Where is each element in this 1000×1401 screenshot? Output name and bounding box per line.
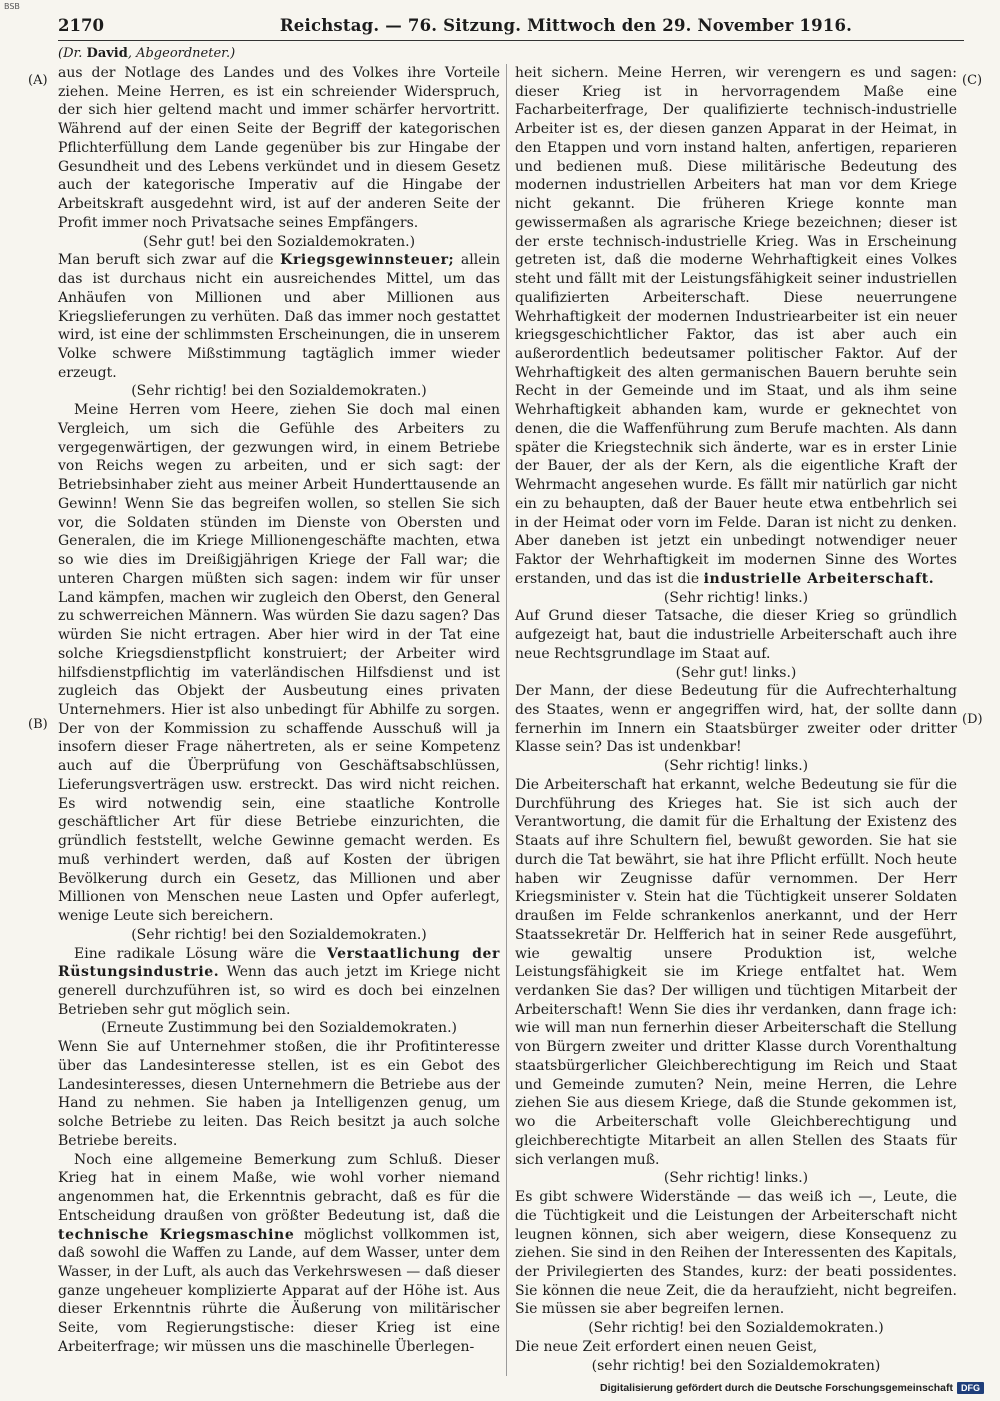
interjection: (sehr richtig! bei den Sozialdemokraten) xyxy=(591,1357,881,1374)
interjection: (Sehr richtig! bei den Sozialdemokraten.) xyxy=(131,926,427,943)
speech-paragraph: Meine Herren vom Heere, ziehen Sie doch mal einen Vergleich, um sich die Gefühle des Arbeiters zu vergegenwärtigen, der gezwungen wird, in einem Betriebe von Reichs wegen zu arbeiten, und er sich sagt: der Betriebsinhaber zieht aus meiner Arbeit Hunderttausende an Gewinn! Wenn Sie das begreifen wollen, so stellen Sie sich vor, die Soldaten stünden im Dienste von Obersten und Generalen, die im Kriege Millionengeschäfte machten, etwa so wie dies im Dreißigjährigen Kriege der Fall war; die unteren Chargen müßten sich sagen: indem wir für unser Land kämpfen, machen wir zugleich den Oberst, den General zu schwerreichen Männern. Was würden Sie dazu sagen? Das würden Sie nicht ertragen. Aber hier wird in der Tat eine solche Kriegsdienstpflicht konstruiert; der Arbeiter wird hilfsdienstpflichtig im vaterländischen Hilfsdienst und ist zugleich das Objekt der Ausbeutung eines privaten Unternehmers. Hier ist also unbedingt für Abhilfe zu sorgen. Der von der Kommission zu schaffende Ausschuß will ja insofern dieser Frage nähertreten, als er seine Kompetenz auch auf die Überprüfung von Geschäftsabschlüssen, Lieferungsverträgen usw. erstreckt. Das wird nicht reichen. Es wird notwendig sein, eine staatliche Kontrolle geschäftlicher Art für diese Betriebe einzurichten, die gründlich feststellt, welche Gewinne gemacht werden. Es muß verhindert werden, daß auf Kosten der übrigen Bevölkerung durch ein Gesetz, das Millionen und aber Millionen von Menschen neue Lasten und Opfer auferlegt, wenige Leute sich bereichern. xyxy=(58,402,500,925)
speech-paragraph: Eine radikale Lösung wäre die Verstaatlichung der Rüstungsindustrie. Wenn das auch jetzt im Kriege nicht generell durchzuführen ist, so wird es doch bei einzelnen Betrieben sehr gut möglich sein. xyxy=(58,945,500,1018)
margin-label-a: (A) xyxy=(28,73,48,88)
emphasized-term: technische Kriegsmaschine xyxy=(58,1226,295,1243)
speech-paragraph: Wenn Sie auf Unternehmer stoßen, die ihr Profitinteresse über das Landesinteresse stellen, ist es ein Gebot des Landesinteresses, diesen Unternehmern die Betriebe aus der Hand zu nehmen. Sie haben ja Intelligenzen genug, um solche Betriebe zu leiten. Das Reich besitzt ja auch solche Betriebe bereits. xyxy=(58,1039,500,1149)
margin-label-d: (D) xyxy=(962,712,983,727)
speech-paragraph: heit sichern. Meine Herren, wir verengern es und sagen: dieser Krieg ist in hervorragendem Maße eine Facharbeiterfrage, Der qualifizierte technisch-industrielle Arbeiter ist es, der diesen ganzen Apparat in der Heimat, in den Etappen und vorn instand halten, anfertigen, reparieren und bedienen muß. Diese militärische Bedeutung des modernen industriellen Arbeiters hat man vor dem Kriege nicht gekannt. Die früheren Kriege konnte man gewissermaßen als agrarische Kriege bezeichnen; dieser ist der erste technisch-industrielle Krieg. Was in Erscheinung getreten ist, daß die moderne Wehrhaftigkeit eines Volkes steht und fällt mit der Leistungsfähigkeit seiner industriellen qualifizierten Arbeiterschaft. Diese neuerrungene Wehrhaftigkeit der modernen Industriearbeiter ist ein neuer kriegsgeschichtlicher Faktor, das ist aber auch ein außerordentlich bedeutsamer politischer Faktor. Auf der Wehrhaftigkeit des alten germanischen Bauern beruhte sein Recht in der Gemeinde und im Staat, und als ihm seine Wehrhaftigkeit abhanden kam, wurde er geknechtet von denen, die die Waffenführung zum Berufe machten. Als dann später die Kriegstechnik sich änderte, war es in erster Linie der Bauer, der als der Kern, als die eigentliche Kraft der Wehrmacht angesehen wurde. Es fällt mir natürlich gar nicht ein zu behaupten, daß der Bauer heute etwa entbehrlich sei in der Heimat oder vorn im Felde. Daran ist nicht zu denken. Aber daneben ist jetzt ein unbedingt notwendiger neuer Faktor der Wehrhaftigkeit im modernen Sinne des Wortes erstanden, und das ist die industrielle Arbeiterschaft. xyxy=(515,65,957,587)
margin-label-c: (C) xyxy=(962,73,983,88)
emphasized-term: Kriegsgewinnsteuer; xyxy=(280,252,455,269)
speaker-name: David xyxy=(86,46,128,61)
funding-note: Digitalisierung gefördert durch die Deutsche Forschungsgemeinschaft xyxy=(600,1382,953,1394)
page-title: Reichstag. — 76. Sitzung. Mittwoch den 29. November 1916. xyxy=(279,16,853,35)
dfg-logo: DFG xyxy=(957,1382,984,1394)
interjection: (Sehr gut! links.) xyxy=(675,664,797,681)
speaker-tag: (Dr. David, Abgeordneter.) xyxy=(58,46,236,61)
running-head xyxy=(58,16,964,41)
library-stamp: BSB xyxy=(4,2,20,11)
left-column xyxy=(58,64,500,1357)
right-column xyxy=(515,64,957,1375)
speech-paragraph: Die neue Zeit erfordert einen neuen Geist, xyxy=(515,1338,818,1355)
speech-paragraph: Die Arbeiterschaft hat erkannt, welche Bedeutung sie für die Durchführung des Krieges hat. Sie ist sich auch der Verantwortung, die damit für die Erhaltung der Existenz des Staats auf ihre Schultern fiel, bewußt geworden. Sie hat sie durch die Tat bewährt, sie hat ihre Pflicht erfüllt. Noch heute haben wir Zeugnisse dafür vernommen. Der Herr Kriegsminister v. Stein hat die Tüchtigkeit unserer Soldaten draußen im Felde schrankenlos anerkannt, und der Herr Staatssekretär Dr. Helfferich hat in seiner Rede ausgeführt, wie gewaltig unsere Produktion ist, welche Leistungsfähigkeit sie im Kriege entfaltet hat. Wem verdanken Sie das? Der willigen und tüchtigen Mitarbeit der Arbeiterschaft! Wenn Sie dies ihr verdanken, dann frage ich: wie will man nun fernerhin dieser Arbeiterschaft die Stellung von Bürgern zweiter und dritter Klasse durch Vorenthaltung staatsbürgerlicher Gleichberechtigung im Reich und Staat und Gemeinde zumuten? Nein, meine Herren, die Lehre ziehen Sie aus diesem Kriege, daß die Stunde gekommen ist, wo die Arbeiterschaft volle Gleichberechtigung und gleichberechtigte Mitarbeit an allen Stellen des Staats für sich verlangen muß. xyxy=(515,776,957,1168)
speech-paragraph: Man beruft sich zwar auf die Kriegsgewinnsteuer; allein das ist durchaus nicht ein ausreichendes Mittel, um das Anhäufen von Millionen und aber Millionen aus Kriegslieferungen zu verhüten. Daß das immer noch gestattet wird, ist eine der schlimmsten Erscheinungen, die in unserem Volke schwere Mißstimmung tagtäglich immer wieder erzeugt. xyxy=(58,252,500,381)
interjection: (Sehr richtig! links.) xyxy=(663,1170,809,1187)
interjection: (Sehr gut! bei den Sozialdemokraten.) xyxy=(142,233,416,250)
speech-paragraph: Es gibt schwere Widerstände — das weiß ich —, Leute, die die Tüchtigkeit und die Leistungen der Arbeiterschaft nicht leugnen können, sich aber weigern, diese Konsequenz zu ziehen. Sie sind in den Reihen der Interessenten des Kapitals, der Privilegierten des Standes, kurz: der beati possidentes. Sie können die neue Zeit, die da heraufzieht, nicht begreifen. Sie müssen sie aber begreifen lernen. xyxy=(515,1189,957,1318)
speech-paragraph: aus der Notlage des Landes und des Volkes ihre Vorteile ziehen. Meine Herren, es ist ein schreiender Widerspruch, der sich hier geltend macht und immer schärfer hervortritt. Während auf der einen Seite der Begriff der kategorischen Pflichterfüllung dem Lande gegenüber bis zur Hingabe der Gesundheit und des Lebens verkündet und in diesem Gesetz auch der kategorische Imperativ auf die Hingabe der Arbeitskraft ausgedehnt wird, ist auf der anderen Seite der Profit immer noch Privatsache seines Empfängers. xyxy=(58,65,500,231)
speech-paragraph: Auf Grund dieser Tatsache, die dieser Krieg so gründlich aufgezeigt hat, baut die industrielle Arbeiterschaft auch ihre neue Rechtsgrundlage im Staat auf. xyxy=(515,608,957,662)
interjection: (Sehr richtig! links.) xyxy=(663,589,809,606)
emphasized-term: Verstaatlichung der Rüstungsindustrie. xyxy=(58,945,500,981)
speech-paragraph: Noch eine allgemeine Bemerkung zum Schluß. Dieser Krieg hat in einem Maße, wie wohl vorher niemand angenommen hat, die Erkenntnis gebracht, daß es für die Entscheidung draußen von größter Bedeutung ist, daß die technische Kriegsmaschine möglichst vollkommen ist, daß sowohl die Waffen zu Lande, auf dem Wasser, unter dem Wasser, in der Luft, als auch das Verkehrswesen — daß dieser ganze ungeheuer komplizierte Apparat auf der Höhe ist. Aus dieser Erkenntnis rührte die Äußerung von militärischer Seite, vom Regierungstische: dieser Krieg ist eine Arbeiterfrage; wir müssen uns die maschinelle Überlegen- xyxy=(58,1151,501,1355)
speech-paragraph: Der Mann, der diese Bedeutung für die Aufrechterhaltung des Staates, wenn er angegriffen wird, hat, der sollte dann fernerhin im Innern ein Staatsbürger zweiter oder dritter Klasse sein? Das ist undenkbar! xyxy=(515,683,957,756)
footer-credit xyxy=(600,1382,984,1394)
interjection: (Erneute Zustimmung bei den Sozialdemokraten.) xyxy=(101,1020,457,1037)
column-divider xyxy=(506,64,507,1376)
emphasized-term: industrielle Arbeiterschaft. xyxy=(703,570,935,587)
interjection: (Sehr richtig! links.) xyxy=(663,758,809,775)
interjection: (Sehr richtig! bei den Sozialdemokraten.) xyxy=(131,383,427,400)
interjection: (Sehr richtig! bei den Sozialdemokraten.) xyxy=(588,1320,884,1337)
page-number: 2170 xyxy=(58,16,104,35)
margin-label-b: (B) xyxy=(28,717,48,732)
